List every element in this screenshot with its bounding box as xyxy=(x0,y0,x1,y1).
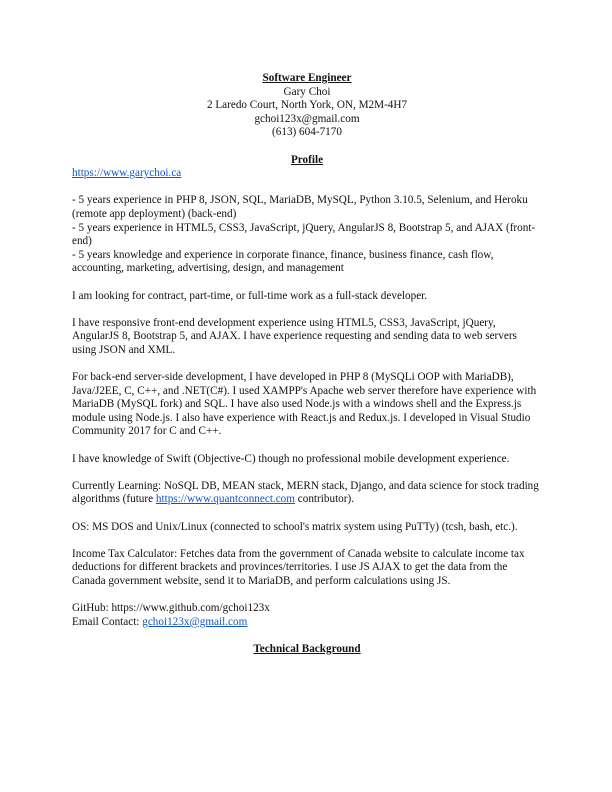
skill-bullet-backend: - 5 years experience in PHP 8, JSON, SQL, MariaDB, MySQL, Python 3.10.5, Selenium, and Heroku (remote app deployment) (back-end) xyxy=(72,194,528,220)
tax-calculator-paragraph: Income Tax Calculator: Fetches data from the government of Canada website to calculate income tax deductions for different brackets and provinces/territories. I use JS AJAX to get the data from the Canada government website, send it to MariaDB, and perform calculations using JS. xyxy=(72,547,525,587)
profile-heading: Profile xyxy=(290,153,324,166)
learning-suffix: contributor). xyxy=(294,493,355,506)
frontend-paragraph: I have responsive front-end development experience using HTML5, CSS3, JavaScript, jQuery, AngularJS 8, Bootstrap 5, and AJAX. I have experience requesting and sending data to web servers using JSON and XML. xyxy=(72,316,517,356)
github-line: GitHub: https://www.github.com/gchoi123x xyxy=(72,602,270,615)
quantconnect-link[interactable]: https://www.quantconnect.com xyxy=(155,493,295,506)
spacer xyxy=(72,589,542,603)
spacer xyxy=(72,466,542,480)
learning-paragraph xyxy=(72,480,542,507)
skills-list xyxy=(72,194,542,276)
spacer xyxy=(72,276,542,290)
looking-for-paragraph: I am looking for contract, part-time, or full-time work as a full-stack developer. xyxy=(72,289,428,302)
spacer xyxy=(72,303,542,317)
candidate-address: 2 Laredo Court, North York, ON, M2M-4H7 xyxy=(206,99,408,112)
spacer xyxy=(72,181,542,195)
email-contact-line xyxy=(72,616,542,630)
candidate-phone: (613) 604-7170 xyxy=(272,126,342,139)
os-paragraph: OS: MS DOS and Unix/Linux (connected to school's matrix system using PuTTy) (tcsh, bash, etc.). xyxy=(72,520,518,533)
technical-background-heading: Technical Background xyxy=(253,642,361,655)
email-contact-label: Email Contact: xyxy=(72,615,143,628)
candidate-name: Gary Choi xyxy=(283,85,331,98)
backend-paragraph: For back-end server-side development, I have developed in PHP 8 (MySQLi OOP with MariaDB), Java/J2EE, C, C++, and .NET(C#). I used XAMPP's Apache web server therefore have experience with MariaDB (MySQL fork) and SQL. I have also used Node.js with a windows shell and the Express.js module using Node.js. I also have experience with React.js and Redux.js. I developed in Visual Studio Community 2017 for C and C++. xyxy=(72,371,537,438)
website-link[interactable]: https://www.garychoi.ca xyxy=(72,167,182,180)
spacer xyxy=(72,534,542,548)
spacer xyxy=(72,357,542,371)
spacer xyxy=(72,629,542,643)
candidate-email: gchoi123x@gmail.com xyxy=(254,112,360,125)
spacer xyxy=(72,439,542,453)
email-contact-link[interactable]: gchoi123x@gmail.com xyxy=(142,615,248,628)
swift-paragraph: I have knowledge of Swift (Objective-C) though no professional mobile development experience. xyxy=(72,452,510,465)
skill-bullet-finance: - 5 years knowledge and experience in corporate finance, finance, business finance, cash flow, accounting, marketing, advertising, design, and management xyxy=(72,248,494,275)
learning-text: Currently Learning: NoSQL DB, MEAN stack, MERN stack, Django, and data science for stock trading algorithms (future xyxy=(72,479,539,506)
job-title: Software Engineer xyxy=(262,72,352,84)
spacer xyxy=(72,507,542,521)
skill-bullet-frontend: - 5 years experience in HTML5, CSS3, JavaScript, jQuery, AngularJS 8, Bootstrap 5, and AJAX (front-end) xyxy=(72,221,536,248)
resume-content xyxy=(72,72,542,657)
spacer xyxy=(72,140,542,154)
